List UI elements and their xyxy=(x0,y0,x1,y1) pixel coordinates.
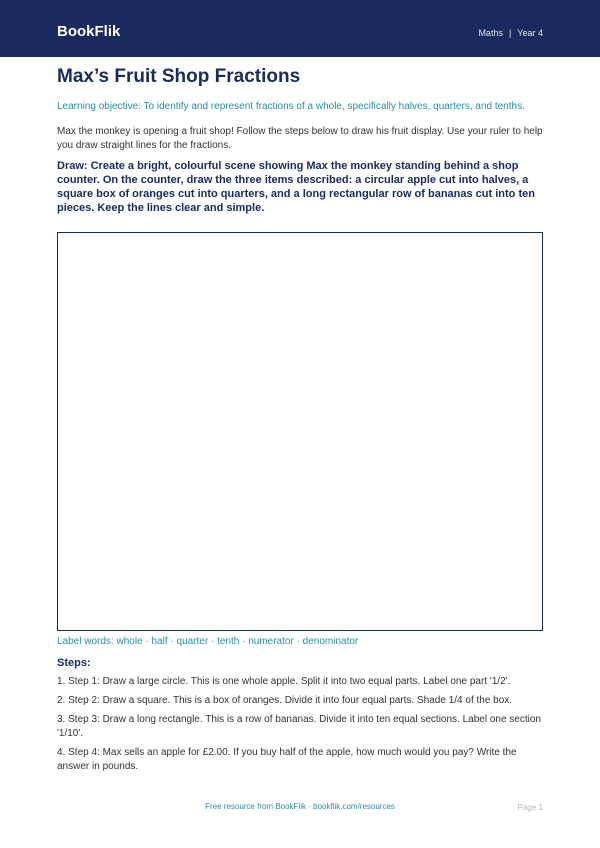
footer-resource-link[interactable]: Free resource from BookFlik · bookflik.com/resources xyxy=(205,802,395,811)
label-words: Label words: whole · half · quarter · tenth · numerator · denominator xyxy=(57,636,359,647)
meta-separator: | xyxy=(508,28,512,38)
steps-heading: Steps: xyxy=(57,657,91,669)
step-item: 2. Step 2: Draw a square. This is a box of oranges. Divide it into four equal parts. Shade 1/4 of the box. xyxy=(57,695,513,706)
draw-prompt: Draw: Create a bright, colourful scene showing Max the monkey standing behind a shop counter. On the counter, draw the three items described: a circular apple cut into halves, a square box of oranges cut into quarters, and a long rectangular row of bananas cut into ten pieces. Keep the lines clear and simple. xyxy=(57,160,535,214)
step-item: 3. Step 3: Draw a long rectangle. This is a row of bananas. Divide it into ten equal sections. Label one section '1/10'. xyxy=(57,714,541,739)
subject-meta xyxy=(478,28,543,39)
step-item: 4. Step 4: Max sells an apple for £2.00. If you buy half of the apple, how much would you pay? Write the answer in pounds. xyxy=(57,747,517,772)
drawing-area[interactable] xyxy=(57,232,543,631)
steps-list xyxy=(57,675,543,779)
step-item: 1. Step 1: Draw a large circle. This is one whole apple. Split it into two equal parts. Label one part '1/2'. xyxy=(57,676,511,687)
page-number: Page 1 xyxy=(517,803,543,812)
intro-text: Max the monkey is opening a fruit shop! Follow the steps below to draw his fruit display. Use your ruler to help you draw straight lines for the fractions. xyxy=(57,126,543,151)
page-title: Max’s Fruit Shop Fractions xyxy=(57,66,301,87)
year-label: Year 4 xyxy=(517,28,543,38)
subject-label: Maths xyxy=(478,28,503,38)
header-bar xyxy=(0,0,600,57)
learning-objective: Learning objective: To identify and represent fractions of a whole, specifically halves, quarters, and tenths. xyxy=(57,101,525,112)
brand-logo: BookFlik xyxy=(57,23,121,40)
